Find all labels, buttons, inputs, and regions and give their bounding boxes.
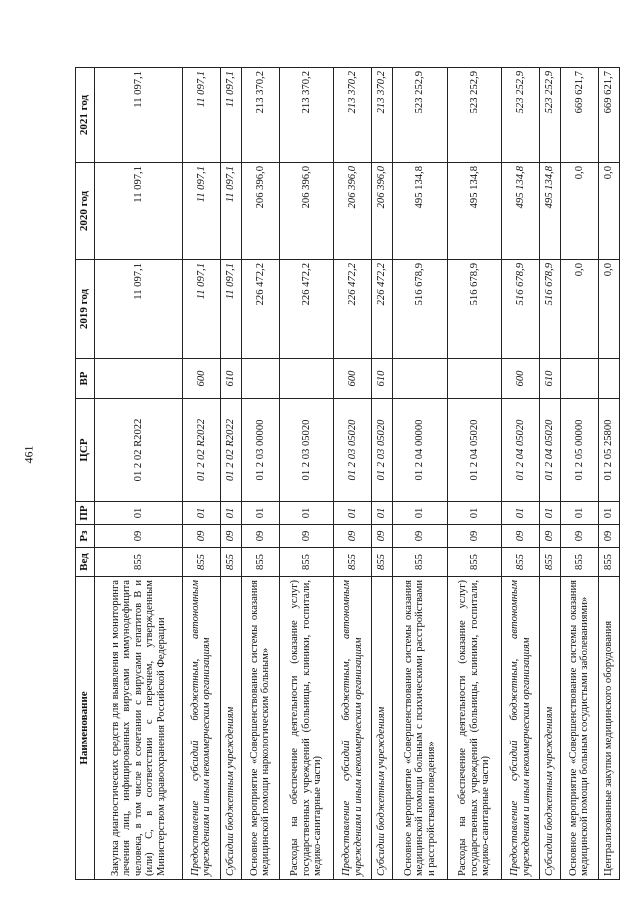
row-ved: 855 [95,548,183,577]
row-2021: 669 621,7 [561,68,599,163]
row-rz: 09 [220,525,241,548]
row-rz: 09 [502,525,540,548]
row-2019: 11 097,1 [182,260,220,359]
row-pr: 01 [279,502,334,525]
row-csr: 01 2 03 05020 [279,399,334,502]
row-2020: 206 396,0 [334,163,372,260]
row-name: Основное мероприятие «Совершенствование системы оказания медицинской помощи наркологическим больным» [241,577,279,880]
header-pr: ПР [76,502,95,525]
row-2020: 495 134,8 [502,163,540,260]
row-ved: 855 [598,548,619,577]
row-name: Субсидии бюджетным учреждениям [220,577,241,880]
row-name: Централизованные закупки медицинского оборудования [598,577,619,880]
row-2020: 11 097,1 [95,163,183,260]
row-2021: 669 621,7 [598,68,619,163]
row-rz: 09 [447,525,502,548]
row-2021: 523 252,9 [539,68,560,163]
table-row [447,68,502,880]
row-2021: 11 097,1 [182,68,220,163]
row-vr [393,359,448,399]
row-ved: 855 [393,548,448,577]
row-name: Основное мероприятие «Совершенствование системы оказания медицинской помощи больным с психическими расстройствами и расстройствами поведения» [393,577,448,880]
row-csr: 01 2 05 25800 [598,399,619,502]
row-2019: 226 472,2 [279,260,334,359]
row-vr: 600 [334,359,372,399]
row-rz: 09 [598,525,619,548]
row-name: Субсидии бюджетным учреждениям [372,577,393,880]
header-row [76,68,95,880]
header-vr: ВР [76,359,95,399]
row-csr: 01 2 03 05020 [372,399,393,502]
row-csr: 01 2 02 R2022 [182,399,220,502]
row-2020: 11 097,1 [220,163,241,260]
row-2020: 206 396,0 [372,163,393,260]
row-rz: 09 [372,525,393,548]
header-csr: ЦСР [76,399,95,502]
row-rz: 09 [561,525,599,548]
row-rz: 09 [182,525,220,548]
row-2020: 495 134,8 [393,163,448,260]
row-2019: 516 678,9 [447,260,502,359]
row-ved: 855 [279,548,334,577]
row-csr: 01 2 04 05020 [539,399,560,502]
row-ved: 855 [220,548,241,577]
row-name: Закупка диагностических средств для выявления и мониторинга лечения лиц, инфицированных вирусами иммунодефицита человека, в том числе в сочетании с вирусами гепатитов B и (или) C, в соответствии с перечнем, утвержденным Министерством здравоохранения Российской Федерации [95,577,183,880]
row-vr [447,359,502,399]
row-pr: 01 [241,502,279,525]
row-ved: 855 [241,548,279,577]
row-pr: 01 [334,502,372,525]
table-row [598,68,619,880]
header-name: Наименование [76,577,95,880]
row-csr: 01 2 05 00000 [561,399,599,502]
row-2019: 226 472,2 [241,260,279,359]
table-row [561,68,599,880]
row-pr: 01 [372,502,393,525]
row-name: Расходы на обеспечение деятельности (оказание услуг) государственных учреждений (больницы, клиники, госпитали, медико-санитарные части) [447,577,502,880]
header-2020: 2020 год [76,163,95,260]
row-name: Предоставление субсидий бюджетным, автономным учреждениям и иным некоммерческим организациям [334,577,372,880]
row-2021: 11 097,1 [220,68,241,163]
row-pr: 01 [598,502,619,525]
budget-table-container [75,68,620,880]
table-row [279,68,334,880]
header-2021: 2021 год [76,68,95,163]
row-csr: 01 2 03 05020 [334,399,372,502]
row-vr: 610 [372,359,393,399]
row-rz: 09 [95,525,183,548]
row-rz: 09 [279,525,334,548]
row-pr: 01 [561,502,599,525]
table-row [539,68,560,880]
row-ved: 855 [539,548,560,577]
table-row [502,68,540,880]
row-vr [598,359,619,399]
table-row [393,68,448,880]
row-2019: 226 472,2 [372,260,393,359]
row-csr: 01 2 02 R2022 [220,399,241,502]
row-2020: 206 396,0 [241,163,279,260]
row-csr: 01 2 02 R2022 [95,399,183,502]
table-row [372,68,393,880]
page-number: 461 [21,445,36,464]
row-csr: 01 2 04 00000 [393,399,448,502]
row-2019: 0,0 [598,260,619,359]
row-2019: 226 472,2 [334,260,372,359]
row-2020: 0,0 [598,163,619,260]
row-name: Субсидии бюджетным учреждениям [539,577,560,880]
row-csr: 01 2 04 05020 [502,399,540,502]
row-pr: 01 [220,502,241,525]
row-vr: 610 [220,359,241,399]
table-row [241,68,279,880]
row-2020: 495 134,8 [447,163,502,260]
row-2019: 0,0 [561,260,599,359]
row-2021: 213 370,2 [279,68,334,163]
row-2020: 0,0 [561,163,599,260]
table-row [182,68,220,880]
row-pr: 01 [502,502,540,525]
table-body [95,68,620,880]
row-rz: 09 [334,525,372,548]
row-name: Основное мероприятие «Совершенствование системы оказания медицинской помощи больным сосудистыми заболеваниями» [561,577,599,880]
row-2021: 523 252,9 [502,68,540,163]
row-ved: 855 [182,548,220,577]
row-2020: 206 396,0 [279,163,334,260]
row-pr: 01 [95,502,183,525]
row-ved: 855 [334,548,372,577]
row-vr [95,359,183,399]
row-2021: 523 252,9 [447,68,502,163]
row-2021: 11 097,1 [95,68,183,163]
row-vr [279,359,334,399]
row-vr [561,359,599,399]
row-rz: 09 [539,525,560,548]
row-vr [241,359,279,399]
row-2021: 213 370,2 [241,68,279,163]
row-2019: 516 678,9 [393,260,448,359]
row-2020: 11 097,1 [182,163,220,260]
table-row [95,68,183,880]
row-ved: 855 [447,548,502,577]
row-vr: 610 [539,359,560,399]
budget-table [75,67,620,880]
row-2020: 495 134,8 [539,163,560,260]
header-2019: 2019 год [76,260,95,359]
row-rz: 09 [241,525,279,548]
header-ved: Вед [76,548,95,577]
row-ved: 855 [561,548,599,577]
row-ved: 855 [502,548,540,577]
row-name: Расходы на обеспечение деятельности (оказание услуг) государственных учреждений (больницы, клиники, госпитали, медико-санитарные части) [279,577,334,880]
table-row [220,68,241,880]
row-2021: 213 370,2 [334,68,372,163]
row-2019: 11 097,1 [95,260,183,359]
row-2021: 523 252,9 [393,68,448,163]
row-ved: 855 [372,548,393,577]
row-csr: 01 2 03 00000 [241,399,279,502]
row-2019: 516 678,9 [502,260,540,359]
row-2019: 516 678,9 [539,260,560,359]
row-csr: 01 2 04 05020 [447,399,502,502]
row-pr: 01 [539,502,560,525]
row-2021: 213 370,2 [372,68,393,163]
row-rz: 09 [393,525,448,548]
row-name: Предоставление субсидий бюджетным, автономным учреждениям и иным некоммерческим организациям [182,577,220,880]
table-row [334,68,372,880]
row-vr: 600 [182,359,220,399]
header-rz: Рз [76,525,95,548]
row-name: Предоставление субсидий бюджетным, автономным учреждениям и иным некоммерческим организациям [502,577,540,880]
row-2019: 11 097,1 [220,260,241,359]
row-pr: 01 [182,502,220,525]
row-pr: 01 [447,502,502,525]
row-vr: 600 [502,359,540,399]
row-pr: 01 [393,502,448,525]
